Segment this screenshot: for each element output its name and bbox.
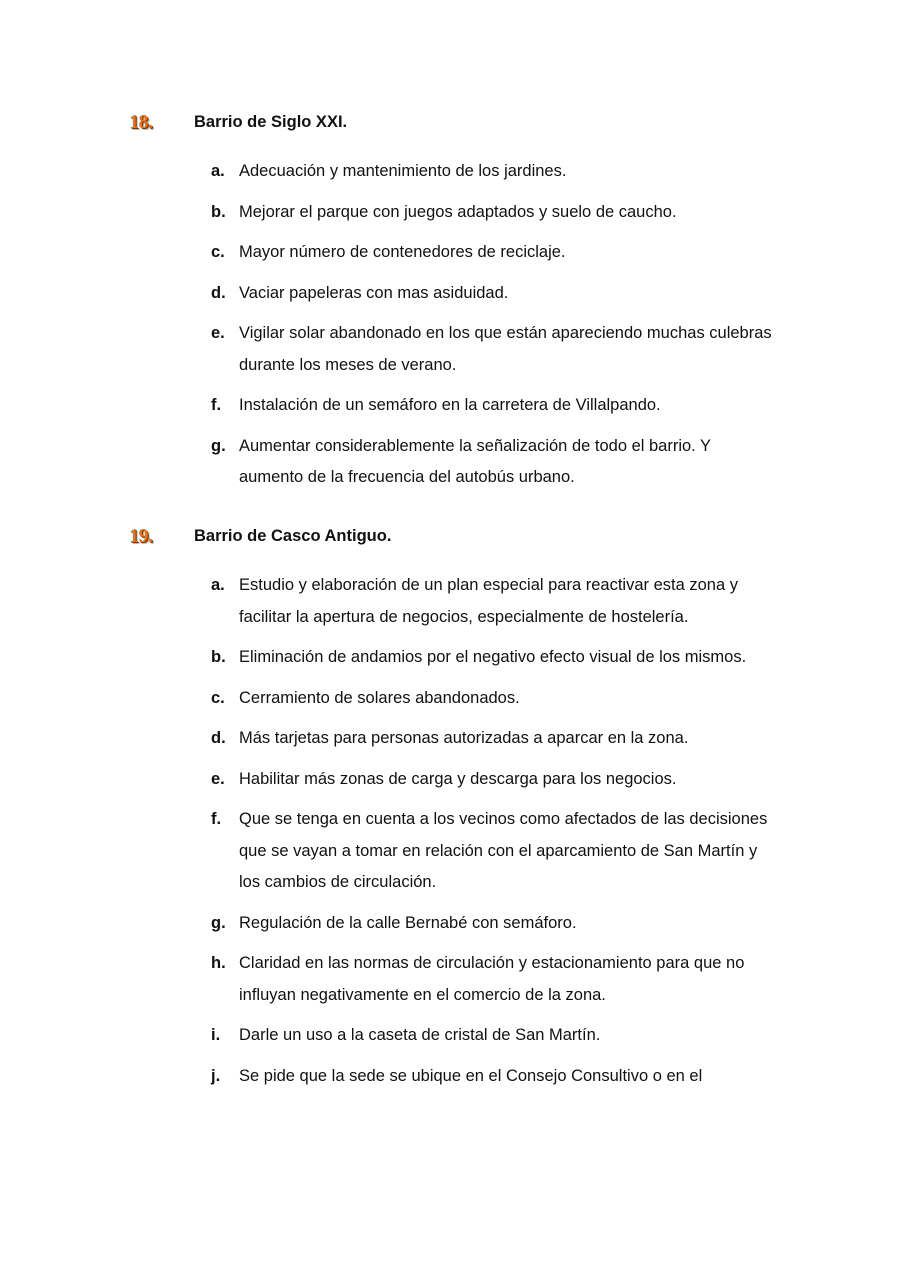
item-letter: g. [211,436,226,455]
list-item [0,156,906,188]
list-item [0,683,906,715]
list-item [0,723,906,755]
item-text: Claridad en las normas de circulación y estacionamiento para que no influyan negativamente en el comercio de la zona. [239,954,745,1004]
section-number: 18. [129,111,153,133]
item-text: Habilitar más zonas de carga y descarga para los negocios. [239,769,677,788]
item-letter: d. [211,283,226,302]
list-item [0,197,906,229]
list-item [0,390,906,422]
list-item [0,804,906,899]
item-text: Vigilar solar abandonado en los que están apareciendo muchas culebras durante los meses de verano. [239,324,772,374]
section-header [0,110,906,134]
item-text: Más tarjetas para personas autorizadas a aparcar en la zona. [239,729,689,747]
section-19 [0,524,906,1092]
section-18 [0,110,906,494]
section-header [0,524,906,548]
item-letter: c. [211,688,225,707]
list-item [0,570,906,633]
list-item [0,642,906,674]
item-letter: j. [211,1066,221,1085]
item-list [0,156,906,494]
item-letter: a. [211,162,225,180]
list-item [0,237,906,269]
list-item [0,948,906,1011]
item-letter: f. [211,810,222,828]
item-text: Instalación de un semáforo en la carretera de Villalpando. [239,396,661,414]
item-text: Mayor número de contenedores de reciclaje. [239,243,566,261]
item-letter: c. [211,243,225,261]
item-letter: a. [211,576,225,594]
list-item [0,431,906,494]
item-letter: f. [211,396,222,414]
list-item [0,318,906,381]
item-list [0,570,906,1092]
item-letter: h. [211,954,226,972]
item-text: Adecuación y mantenimiento de los jardines. [239,162,567,180]
section-title: Barrio de Siglo XXI. [194,113,348,131]
section-title: Barrio de Casco Antiguo. [194,527,392,545]
section-number: 19. [129,525,153,547]
item-text: Mejorar el parque con juegos adaptados y suelo de caucho. [239,202,677,221]
item-letter: g. [211,913,226,932]
list-item [0,1020,906,1052]
item-letter: i. [211,1026,221,1044]
item-text: Darle un uso a la caseta de cristal de San Martín. [239,1026,601,1044]
list-item [0,908,906,940]
item-text: Estudio y elaboración de un plan especial para reactivar esta zona y facilitar la apertura de negocios, especialmente de hostelería. [239,576,738,626]
item-text: Que se tenga en cuenta a los vecinos como afectados de las decisiones que se vayan a tomar en relación con el aparcamiento de San Martín y los cambios de circulación. [239,810,768,891]
list-item [0,278,906,310]
item-letter: e. [211,324,225,342]
item-letter: b. [211,648,226,666]
item-text: Cerramiento de solares abandonados. [239,688,520,707]
item-letter: e. [211,769,225,788]
list-item [0,764,906,796]
list-item [0,1061,906,1093]
item-text: Vaciar papeleras con mas asiduidad. [239,283,509,302]
item-letter: d. [211,729,226,747]
item-text: Se pide que la sede se ubique en el Consejo Consultivo o en el [239,1066,703,1085]
item-text: Aumentar considerablemente la señalización de todo el barrio. Y aumento de la frecuencia del autobús urbano. [239,436,711,486]
item-letter: b. [211,202,226,221]
item-text: Regulación de la calle Bernabé con semáforo. [239,913,577,932]
item-text: Eliminación de andamios por el negativo efecto visual de los mismos. [239,648,747,666]
